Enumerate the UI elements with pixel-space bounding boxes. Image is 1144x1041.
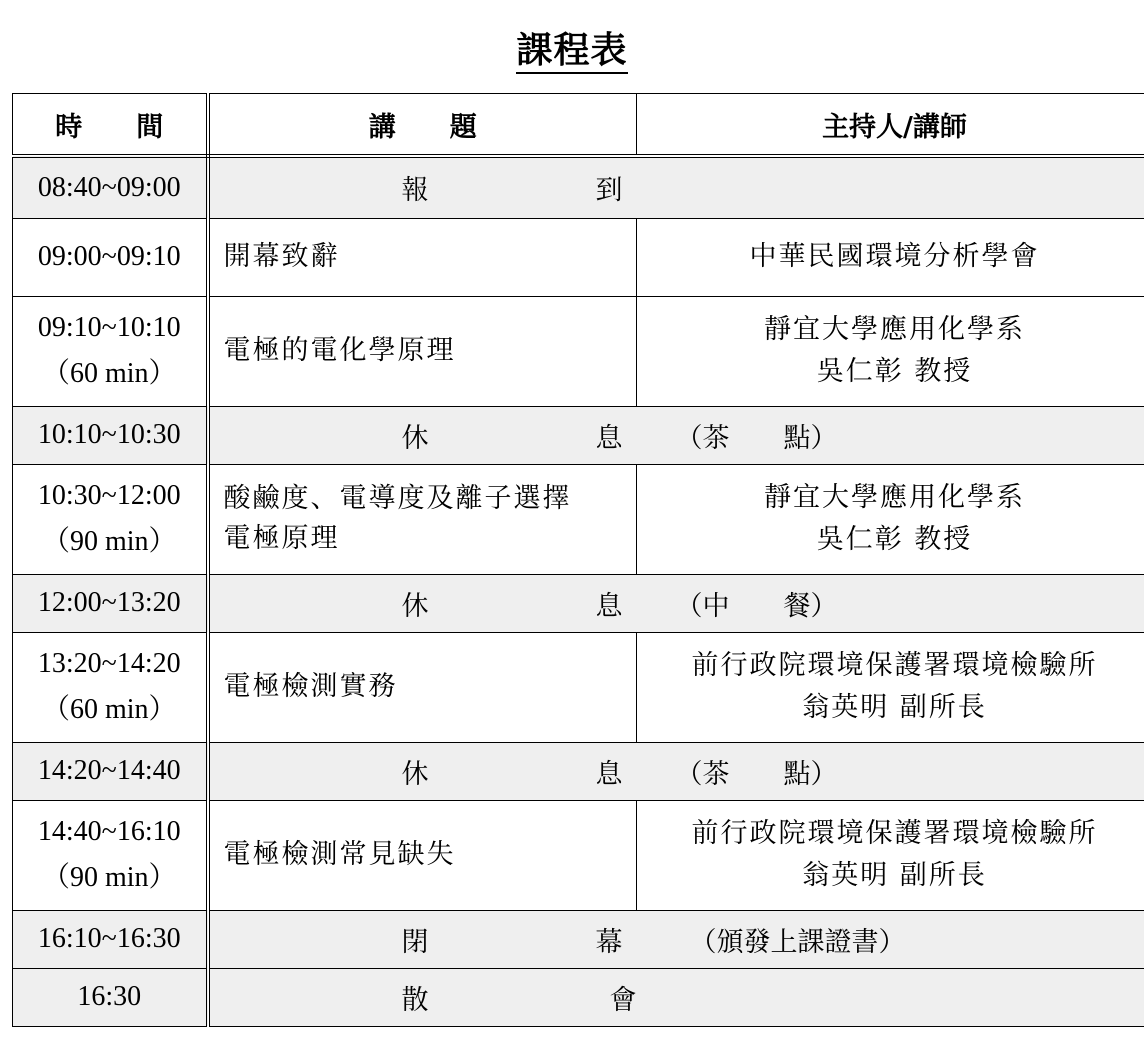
speaker-affiliation: 前行政院環境保護署環境檢驗所 xyxy=(691,818,1098,849)
speaker-cell xyxy=(637,800,1144,910)
time-cell xyxy=(13,464,208,574)
speaker-name: 翁英明 副所長 xyxy=(802,692,987,723)
time-cell: 08:40~09:00 xyxy=(13,156,208,218)
table-row xyxy=(13,574,1144,632)
speaker-name: 翁英明 副所長 xyxy=(802,860,987,891)
time-range: 10:30~12:00 xyxy=(37,480,181,511)
duration: （90 min） xyxy=(41,862,177,893)
header-time: 時 間 xyxy=(13,94,208,157)
speaker-cell xyxy=(637,464,1144,574)
speaker-cell: 中華民國環境分析學會 xyxy=(637,218,1144,296)
break-note: （中 餐） xyxy=(675,590,838,622)
time-cell: 09:00~09:10 xyxy=(13,218,208,296)
break-label-a: 休 xyxy=(401,590,429,622)
topic-cell: 開幕致辭 xyxy=(208,218,637,296)
speaker-affiliation: 靜宜大學應用化學系 xyxy=(764,314,1025,345)
time-range: 13:20~14:20 xyxy=(37,648,181,679)
page-title: 課程表 xyxy=(0,22,1144,73)
speaker-cell xyxy=(637,296,1144,406)
header-speaker: 主持人/講師 xyxy=(637,94,1144,157)
table-row xyxy=(13,296,1144,406)
table-row xyxy=(13,632,1144,742)
header-topic: 講 題 xyxy=(208,94,637,157)
break-label-b: 到 xyxy=(595,175,623,207)
topic-cell xyxy=(208,464,637,574)
time-cell: 14:20~14:40 xyxy=(13,742,208,800)
break-note: （茶 點） xyxy=(675,758,838,790)
time-range: 09:10~10:10 xyxy=(37,312,181,343)
break-label-b: 幕 xyxy=(595,926,623,958)
break-cell xyxy=(208,156,1144,218)
time-cell: 10:10~10:30 xyxy=(13,406,208,464)
header-row xyxy=(13,94,1144,157)
table-row xyxy=(13,910,1144,968)
break-cell xyxy=(208,574,1144,632)
speaker-name: 吳仁彰 教授 xyxy=(816,356,973,387)
speaker-cell xyxy=(637,632,1144,742)
topic-cell: 電極檢測實務 xyxy=(208,632,637,742)
time-cell xyxy=(13,296,208,406)
break-note: （茶 點） xyxy=(675,422,838,454)
schedule-table xyxy=(12,93,1144,1027)
time-cell: 12:00~13:20 xyxy=(13,574,208,632)
duration: （90 min） xyxy=(41,526,177,557)
break-label-b: 息 xyxy=(595,758,623,790)
table-row xyxy=(13,406,1144,464)
speaker-affiliation: 前行政院環境保護署環境檢驗所 xyxy=(691,650,1098,681)
table-row xyxy=(13,156,1144,218)
break-label-a: 閉 xyxy=(401,926,429,958)
break-cell xyxy=(208,742,1144,800)
break-label-b: 息 xyxy=(595,422,623,454)
table-row xyxy=(13,218,1144,296)
break-note: （頒發上課證書） xyxy=(689,926,906,958)
topic-cell: 電極檢測常見缺失 xyxy=(208,800,637,910)
topic-line-2: 電極原理 xyxy=(223,523,340,554)
break-label-a: 散 xyxy=(401,984,429,1016)
table-row xyxy=(13,742,1144,800)
topic-cell: 電極的電化學原理 xyxy=(208,296,637,406)
table-row xyxy=(13,800,1144,910)
topic-line-1: 酸鹼度、電導度及離子選擇 xyxy=(223,483,572,514)
break-label-b: 息 xyxy=(595,590,623,622)
break-label-a: 休 xyxy=(401,758,429,790)
time-cell xyxy=(13,800,208,910)
time-cell xyxy=(13,632,208,742)
speaker-name: 吳仁彰 教授 xyxy=(816,524,973,555)
table-row xyxy=(13,968,1144,1026)
break-label-a: 報 xyxy=(401,175,429,207)
time-range: 14:40~16:10 xyxy=(37,816,181,847)
duration: （60 min） xyxy=(41,358,177,389)
break-cell xyxy=(208,968,1144,1026)
time-cell: 16:30 xyxy=(13,968,208,1026)
break-cell xyxy=(208,910,1144,968)
time-cell: 16:10~16:30 xyxy=(13,910,208,968)
break-label-b: 會 xyxy=(609,984,637,1016)
break-label-a: 休 xyxy=(401,422,429,454)
break-cell xyxy=(208,406,1144,464)
duration: （60 min） xyxy=(41,694,177,725)
table-row xyxy=(13,464,1144,574)
speaker-affiliation: 靜宜大學應用化學系 xyxy=(764,482,1025,513)
